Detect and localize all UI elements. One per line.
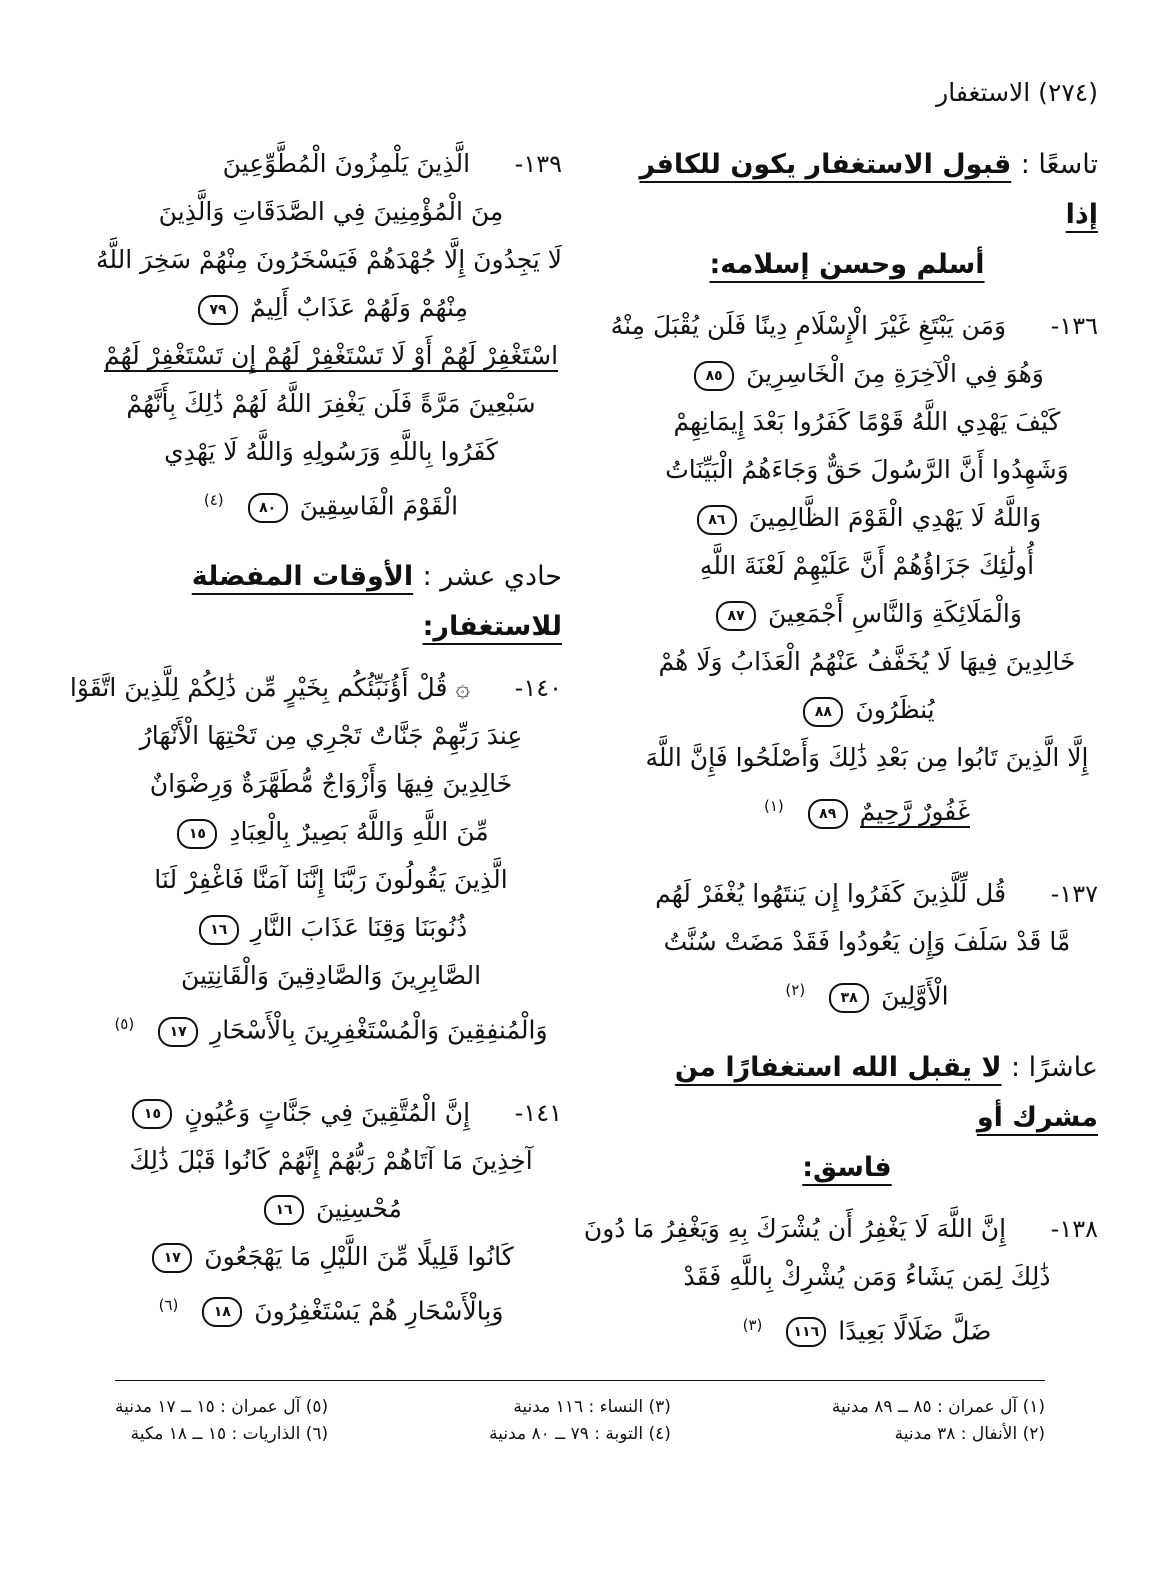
section-10 [636,1043,1098,1193]
verse-text: الصَّابِرِينَ وَالصَّادِقِينَ وَالْقَانِتِينَ [180,961,482,991]
verse-line [636,350,1098,398]
footnotes [115,1394,1045,1448]
footnote-ref: (٤) [203,491,224,509]
section-11-title: الأوقات المفضلة للاستغفار: [191,561,562,643]
verse-line [100,952,562,1000]
verse-line [636,446,1098,494]
verse-text: وَاللَّهُ لَا يَهْدِي الْقَوْمَ الظَّالِمِينَ [748,503,1042,532]
section-9-heading-cont [636,240,1098,290]
verse-text: وَبِالْأَسْحَارِ هُمْ يَسْتَغْفِرُونَ [254,1295,504,1325]
verse-line [100,188,562,236]
footnote-ref: (٣) [742,1315,763,1334]
verse-text: مَّا قَدْ سَلَفَ وَإِن يَعُودُوا فَقَدْ مَضَتْ سُنَّتُ [663,927,1071,957]
verse-text: آخِذِينَ مَا آتَاهُمْ رَبُّهُمْ إِنَّهُمْ كَانُوا قَبْلَ ذَٰلِكَ [129,1145,533,1175]
verse-text-underlined: اسْتَغْفِرْ لَهُمْ أَوْ لَا تَسْتَغْفِرْ لَهُمْ إِن تَسْتَغْفِرْ لَهُمْ [103,341,559,370]
verse-text: ضَلَّ ضَلَالًا بَعِيدًا [838,1315,992,1345]
verse-number: ١٤١- [514,1098,562,1127]
verse-number: ١٤٠- [514,674,562,703]
ayah-end-marker: ٨٧ [716,601,756,631]
verse-text: كَانُوا قَلِيلًا مِّنَ اللَّيْلِ مَا يَهْجَعُونَ [204,1241,514,1271]
verse-number: ١٣٦- [1050,312,1098,340]
verse-line [100,1137,562,1185]
verse-text: يُنظَرُونَ [855,695,935,724]
footnote-divider [115,1380,1045,1381]
section-10-title-line1: لا يقبل الله استغفارًا من مشرك أو [674,1051,1098,1133]
footnote-group [832,1394,1045,1448]
verse-line [100,1089,562,1137]
verse-text: أُولَٰئِكَ جَزَاؤُهُمْ أَنَّ عَلَيْهِمْ لَعْنَةَ اللَّهِ [699,551,1035,580]
verse-line [636,542,1098,590]
footnote-group [115,1394,328,1448]
section-10-label: عاشرًا : [1010,1051,1098,1083]
verse-line [100,380,562,428]
ayah-end-marker: ٨٦ [697,505,737,535]
verse-line [636,918,1098,966]
ayah-end-marker: ٨٥ [694,361,734,391]
footnote: (٥) آل عمران : ١٥ ــ ١٧ مدنية [115,1397,329,1417]
verse-line [636,494,1098,542]
verse-line [636,734,1098,782]
rub-el-hizb-icon: ۞ [455,673,471,703]
footnote: (٦) الذاريات : ١٥ ــ ١٨ مكية [130,1424,329,1444]
verse-line [100,284,562,332]
verse-line [636,686,1098,734]
ayah-end-marker: ١١٦ [786,1317,826,1347]
verse-line [636,590,1098,638]
verse-line [100,1281,562,1335]
verse-line [100,476,562,530]
section-11-heading [100,552,562,652]
verse-text: خَالِدِينَ فِيهَا وَأَزْوَاجٌ مُّطَهَّرَةٌ وَرِضْوَانٌ [149,769,513,799]
verse-text: مِنَ الْمُؤْمِنِينَ فِي الصَّدَقَاتِ وَالَّذِينَ [158,197,504,226]
verse-text: لَا يَجِدُونَ إِلَّا جُهْدَهُمْ فَيَسْخَرُونَ مِنْهُمْ سَخِرَ اللَّهُ [95,245,562,274]
verse-text: وَالْمَلَائِكَةِ وَالنَّاسِ أَجْمَعِينَ [768,599,1022,628]
verse-line [100,140,562,188]
section-9-title-line1: قبول الاستغفار يكون للكافر إذا [639,149,1098,230]
verse-141 [100,1089,562,1335]
verse-line [100,760,562,808]
left-column [69,140,562,1335]
ayah-end-marker: ٧٩ [198,295,238,325]
verse-line [100,712,562,760]
verse-text: مُحْسِنِينَ [316,1193,402,1223]
verse-line [100,1185,562,1233]
footnote-ref: (٢) [785,981,806,1000]
footnote-ref: (٦) [158,1295,179,1314]
verse-text-underlined: غَفُورٌ رَّحِيمٌ [859,797,971,827]
verse-line [610,302,1098,350]
verse-line [100,428,562,476]
ayah-end-marker: ١٥ [132,1099,172,1129]
ayah-end-marker: ١٦ [264,1195,304,1225]
verse-text: خَالِدِينَ فِيهَا لَا يُخَفَّفُ عَنْهُمُ الْعَذَابُ وَلَا هُمْ [658,647,1076,676]
verse-text: الْأَوَّلِينَ [881,981,949,1011]
verse-text: إِلَّا الَّذِينَ تَابُوا مِن بَعْدِ ذَٰلِكَ وَأَصْلَحُوا فَإِنَّ اللَّهَ [645,743,1089,772]
verse-line [636,782,1098,836]
verse-text: ذُنُوبَنَا وَقِنَا عَذَابَ النَّارِ [250,913,468,943]
verse-text: الْقَوْمَ الْفَاسِقِينَ [299,491,459,521]
ayah-end-marker: ٨٨ [803,697,843,727]
section-10-title-line2: فاسق: [802,1151,892,1183]
verse-line [636,870,1098,918]
verse-text: وَمَن يَبْتَغِ غَيْرَ الْإِسْلَامِ دِينًا فَلَن يُقْبَلَ مِنْهُ [610,311,1007,340]
verse-line [100,332,562,380]
verse-line [100,904,562,952]
verse-text: إِنَّ الْمُتَّقِينَ فِي جَنَّاتٍ وَعُيُونٍ [184,1097,471,1127]
footnote: (٢) الأنفال : ٣٨ مدنية [894,1424,1045,1444]
verse-line [636,1253,1098,1301]
verse-text: وَهُوَ فِي الْآخِرَةِ مِنَ الْخَاسِرِينَ [746,359,1044,388]
verse-number: ١٣٩- [514,150,562,178]
footnote: (١) آل عمران : ٨٥ ــ ٨٩ مدنية [831,1397,1045,1417]
footnote: (٣) النساء : ١١٦ مدنية [513,1397,671,1417]
ayah-end-marker: ١٦ [199,915,239,945]
verse-text: عِندَ رَبِّهِمْ جَنَّاتٌ تَجْرِي مِن تَحْتِهَا الْأَنْهَارُ [139,721,523,751]
verse-line [100,856,562,904]
verse-line [100,1000,562,1054]
verse-text: وَشَهِدُوا أَنَّ الرَّسُولَ حَقٌّ وَجَاءَهُمُ الْبَيِّنَاتُ [665,455,1069,484]
verse-text: وَالْمُنفِقِينَ وَالْمُسْتَغْفِرِينَ بِالْأَسْحَارِ [210,1015,548,1045]
section-9-title-line2: أسلم وحسن إسلامه: [709,249,985,280]
verse-line [100,1233,562,1281]
verse-line [636,398,1098,446]
verse-text: الَّذِينَ يَقُولُونَ رَبَّنَا إِنَّنَا آمَنَّا فَاغْفِرْ لَنَا [154,865,508,895]
verse-text: مِّنَ اللَّهِ وَاللَّهُ بَصِيرٌ بِالْعِبَادِ [229,817,489,847]
ayah-end-marker: ١٨ [202,1297,242,1327]
verse-136 [610,302,1098,836]
footnote-ref: (٥) [114,1015,135,1034]
footnote-ref: (١) [763,797,784,815]
section-9-label: تاسعًا : [1020,149,1098,180]
ayah-end-marker: ١٧ [152,1243,192,1273]
verse-line [636,1301,1098,1355]
verse-text: ذَٰلِكَ لِمَن يَشَاءُ وَمَن يُشْرِكْ بِاللَّهِ فَقَدْ [683,1261,1051,1291]
verse-line [100,808,562,856]
ayah-end-marker: ٣٨ [829,983,869,1013]
verse-line [69,664,562,712]
verse-text: سَبْعِينَ مَرَّةً فَلَن يَغْفِرَ اللَّهُ لَهُمْ ذَٰلِكَ بِأَنَّهُمْ [126,389,536,418]
verse-text: مِنْهُمْ وَلَهُمْ عَذَابٌ أَلِيمٌ [249,293,468,322]
verse-line [583,1205,1098,1253]
section-9 [636,140,1098,290]
verse-text: الَّذِينَ يَلْمِزُونَ الْمُطَّوِّعِينَ [222,149,471,178]
right-column [583,140,1098,1355]
verse-137 [636,870,1098,1020]
verse-140 [69,664,562,1054]
ayah-end-marker: ١٧ [158,1017,198,1047]
verse-text: كَيْفَ يَهْدِي اللَّهُ قَوْمًا كَفَرُوا بَعْدَ إِيمَانِهِمْ [673,407,1061,436]
section-10-heading-cont [636,1143,1098,1193]
verse-text: قُل لِّلَّذِينَ كَفَرُوا إِن يَنتَهُوا يُغْفَرْ لَهُم [655,879,1007,909]
section-9-heading [636,140,1098,240]
verse-138 [583,1205,1098,1355]
section-11 [100,552,562,652]
ayah-end-marker: ١٥ [177,819,217,849]
page-header: (٢٧٤) الاستغفار [936,78,1098,107]
verse-text: إِنَّ اللَّهَ لَا يَغْفِرُ أَن يُشْرَكَ بِهِ وَيَغْفِرُ مَا دُونَ [583,1213,1007,1243]
ayah-end-marker: ٨٩ [808,799,848,829]
section-10-heading [636,1043,1098,1143]
verse-text: كَفَرُوا بِاللَّهِ وَرَسُولِهِ وَاللَّهُ لَا يَهْدِي [164,437,498,466]
section-11-label: حادي عشر : [422,561,562,593]
ayah-end-marker: ٨٠ [248,493,288,523]
verse-139 [95,140,562,530]
verse-number: ١٣٧- [1050,880,1098,909]
footnote: (٤) التوبة : ٧٩ ــ ٨٠ مدنية [489,1424,671,1444]
footnote-group [489,1394,671,1448]
verse-number: ١٣٨- [1050,1214,1098,1243]
verse-line [636,638,1098,686]
verse-text: قُلْ أَؤُنَبِّئُكُم بِخَيْرٍ مِّن ذَٰلِكُمْ لِلَّذِينَ اتَّقَوْا [69,673,448,703]
verse-line [636,966,1098,1020]
verse-line [95,236,562,284]
